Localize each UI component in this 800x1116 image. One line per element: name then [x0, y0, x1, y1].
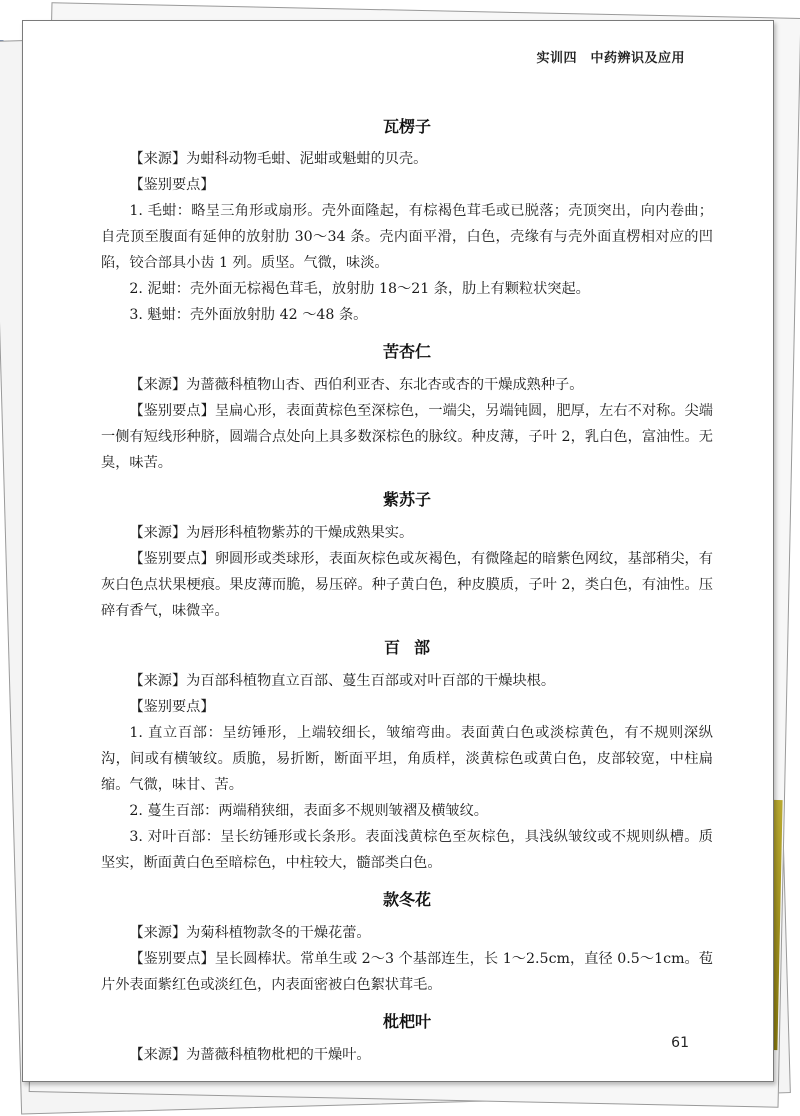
source-paragraph — [101, 668, 713, 694]
identify-text: 卵圆形或类球形，表面灰棕色或灰褐色，有微隆起的暗紫色网纹，基部稍尖，有灰白色点状果梗痕。果皮薄而脆，易压碎。种子黄白色，种皮膜质，子叶 2，类白色，有油性。压碎有香气，味微辛。 — [101, 551, 713, 619]
section-title: 款冬花 — [382, 890, 431, 909]
identify-heading: 【鉴别要点】 — [129, 177, 215, 193]
source-paragraph — [101, 520, 713, 546]
source-text: 为唇形科植物紫苏的干燥成熟果实。 — [186, 525, 414, 541]
source-tag: 【来源】 — [129, 925, 187, 941]
section-title: 瓦楞子 — [382, 117, 431, 136]
section-title: 枇杷叶 — [382, 1012, 431, 1031]
identify-paragraph — [101, 946, 713, 998]
source-paragraph — [101, 146, 713, 172]
identify-text: 呈长圆棒状。常单生或 2～3 个基部连生，长 1～2.5cm，直径 0.5～1cm。苞片外表面紫红色或淡红色，内表面密被白色絮状茸毛。 — [101, 951, 713, 993]
source-text: 为蚶科动物毛蚶、泥蚶或魁蚶的贝壳。 — [186, 151, 428, 167]
identify-paragraph — [101, 546, 713, 624]
identify-heading: 【鉴别要点】 — [129, 699, 215, 715]
section-title: 紫苏子 — [382, 490, 431, 509]
section-title: 苦杏仁 — [382, 342, 431, 361]
page-number: 61 — [671, 1035, 689, 1051]
source-tag: 【来源】 — [129, 1047, 187, 1063]
source-text: 为菊科植物款冬的干燥花蕾。 — [186, 925, 371, 941]
source-tag: 【来源】 — [129, 151, 187, 167]
identify-tag: 【鉴别要点】 — [129, 403, 215, 419]
source-paragraph — [101, 372, 713, 398]
source-text: 为蔷薇科植物山杏、西伯利亚杏、东北杏或杏的干燥成熟种子。 — [186, 377, 584, 393]
page-content — [101, 113, 713, 1068]
source-text: 为蔷薇科植物枇杷的干燥叶。 — [186, 1047, 371, 1063]
source-tag: 【来源】 — [129, 377, 187, 393]
identify-text: 呈扁心形，表面黄棕色至深棕色，一端尖，另端钝圆，肥厚，左右不对称。尖端一侧有短线形种脐，圆端合点处向上具多数深棕色的脉纹。种皮薄，子叶 2，乳白色，富油性。无臭，味苦。 — [101, 403, 713, 471]
identify-item: 3. 魁蚶：壳外面放射肋 42 ～48 条。 — [129, 307, 368, 323]
identify-item: 1. 直立百部：呈纺锤形，上端较细长，皱缩弯曲。表面黄白色或淡棕黄色，有不规则深纵沟，间或有横皱纹。质脆，易折断，断面平坦，角质样，淡黄棕色或黄白色，皮部较宽，中柱扁缩。气微，味甘、苦。 — [101, 725, 713, 793]
identify-tag: 【鉴别要点】 — [129, 951, 215, 967]
source-tag: 【来源】 — [129, 525, 187, 541]
source-paragraph — [101, 1042, 713, 1068]
identify-item: 2. 泥蚶：壳外面无棕褐色茸毛，放射肋 18～21 条，肋上有颗粒状突起。 — [129, 281, 590, 297]
identify-item: 2. 蔓生百部：两端稍狭细，表面多不规则皱褶及横皱纹。 — [129, 803, 488, 819]
identify-item: 1. 毛蚶：略呈三角形或扇形。壳外面隆起，有棕褐色茸毛或已脱落；壳顶突出，向内卷曲；自壳顶至腹面有延伸的放射肋 30～34 条。壳内面平滑，白色，壳缘有与壳外面直楞相对应的凹陷，铰合部具小齿 1 列。质坚。气微，味淡。 — [101, 203, 713, 271]
identify-paragraph — [101, 398, 713, 476]
identify-item: 3. 对叶百部：呈长纺锤形或长条形。表面浅黄棕色至灰棕色，具浅纵皱纹或不规则纵槽。质坚实，断面黄白色至暗棕色，中柱较大，髓部类白色。 — [101, 829, 713, 871]
section-title: 百部 — [383, 638, 444, 657]
source-paragraph — [101, 920, 713, 946]
source-tag: 【来源】 — [129, 673, 187, 689]
identify-tag: 【鉴别要点】 — [129, 551, 215, 567]
source-text: 为百部科植物直立百部、蔓生百部或对叶百部的干燥块根。 — [186, 673, 556, 689]
document-page — [22, 20, 774, 1082]
running-head: 实训四 中药辨识及应用 — [536, 51, 685, 66]
